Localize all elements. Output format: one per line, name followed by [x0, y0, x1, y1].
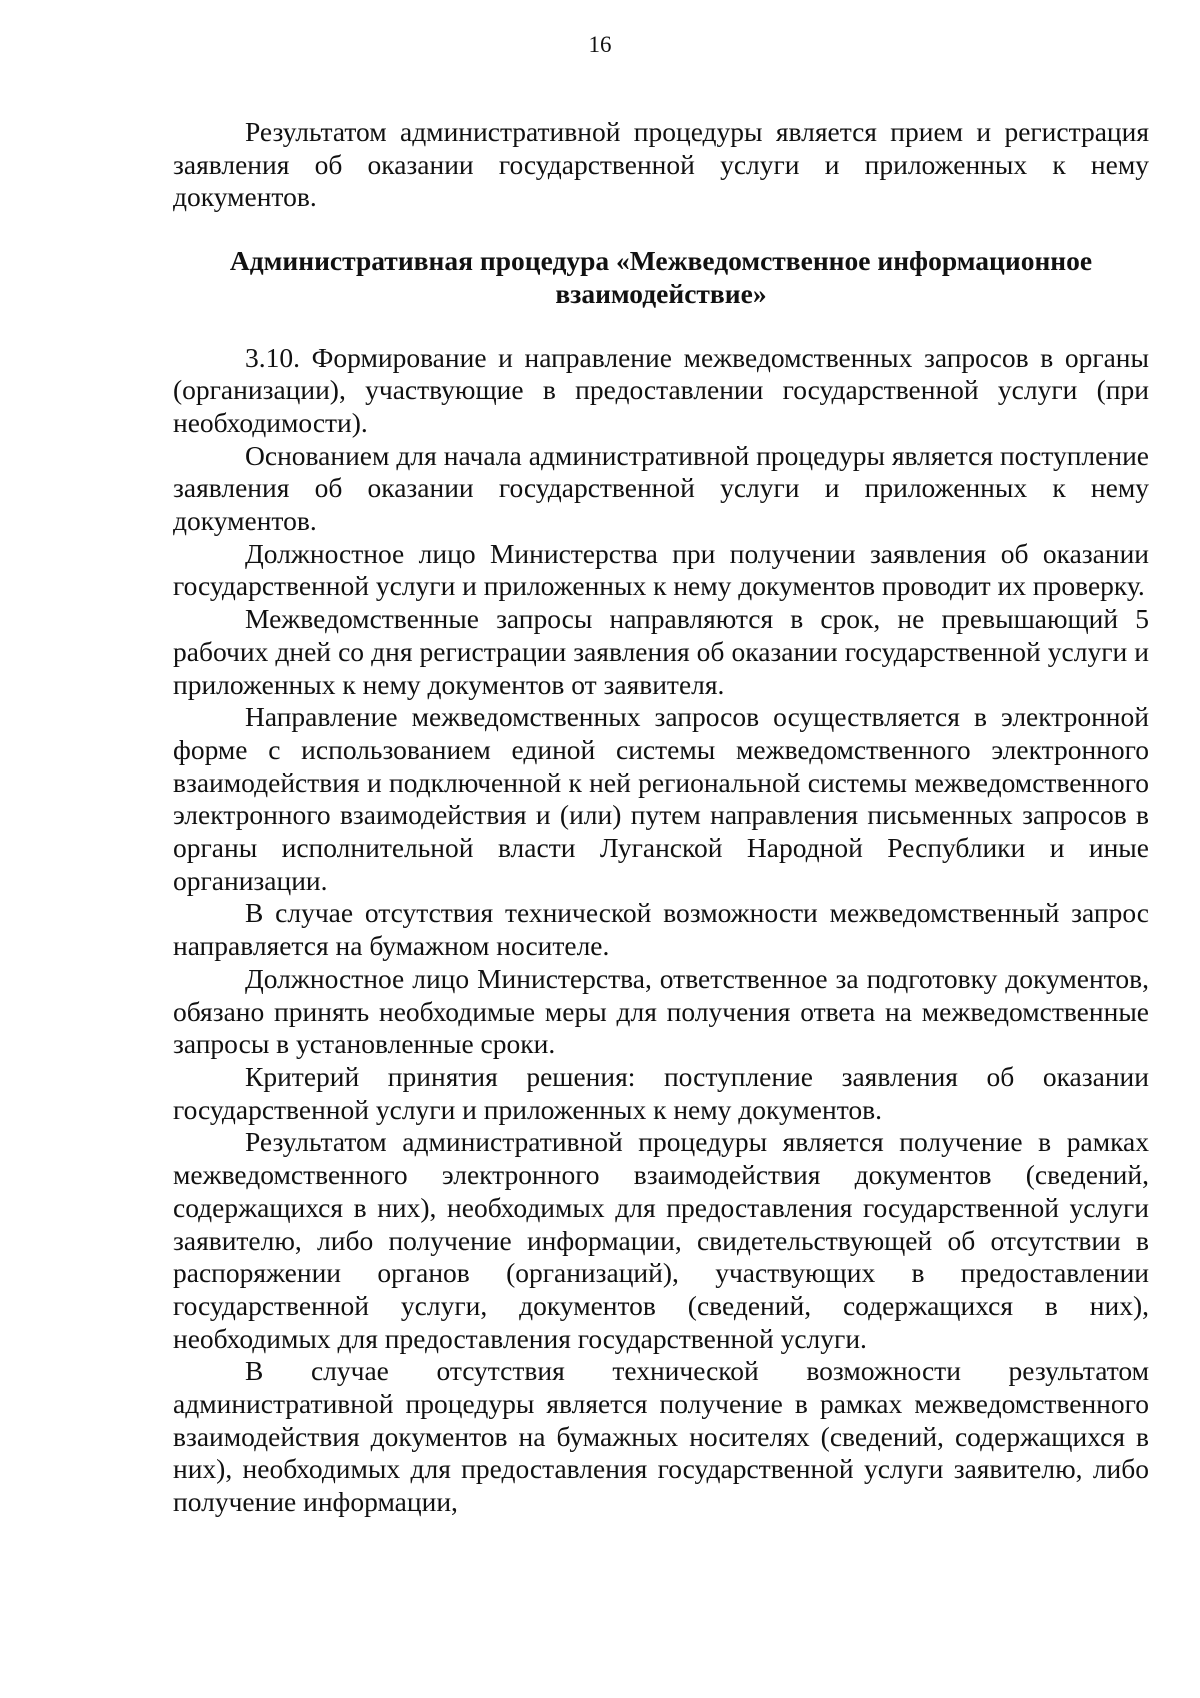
paragraph-official-response: Должностное лицо Министерства, ответственное за подготовку документов, обязано принять необходимые меры для получения ответа на межведомственные запросы в установленные сроки. — [173, 962, 1149, 1060]
paragraph-3-10: 3.10. Формирование и направление межведомственных запросов в органы (организации), участвующие в предоставлении государственной услуги (при необходимости). — [173, 341, 1149, 438]
paragraph-request-deadline: Межведомственные запросы направляются в срок, не превышающий 5 рабочих дней со дня регистрации заявления об оказании государственной услуги и приложенных к нему документов от заявителя. — [173, 603, 1149, 700]
paragraph-procedure-result: Результатом административной процедуры является получение в рамках межведомственного электронного взаимодействия документов (сведений, содержащихся в них), необходимых для предоставления государственной услуги заявителю, либо получение информации, свидетельствующей об отсутствии в распоряжении органов (организаций), участвующих в предоставлении государственной услуги, документов (сведений, содержащихся в них), необходимых для предоставления государственной услуги. — [173, 1126, 1149, 1354]
page-number: 16 — [588, 32, 612, 57]
paragraph-paper-request: В случае отсутствия технической возможности межведомственный запрос направляется на бумажном носителе. — [173, 897, 1149, 962]
paragraph-electronic-requests: Направление межведомственных запросов осуществляется в электронной форме с использованием единой системы межведомственного электронного взаимодействия и подключенной к ней региональной системы межведомственного электронного взаимодействия и (или) путем направления письменных запросов в органы исполнительной власти Луганской Народной Республики и иные организации. — [173, 701, 1149, 896]
document-body — [173, 116, 1149, 1519]
paragraph-paper-result: В случае отсутствия технической возможности результатом административной процедуры является получение в рамках межведомственного взаимодействия документов на бумажных носителях (сведений, содержащихся в них), необходимых для предоставления государственной услуги заявителю, либо получение информации, — [173, 1355, 1149, 1518]
paragraph-basis: Основанием для начала административной процедуры является поступление заявления об оказании государственной услуги и приложенных к нему документов. — [173, 439, 1149, 537]
paragraph-official-check: Должностное лицо Министерства при получении заявления об оказании государственной услуги и приложенных к нему документов проводит их проверку. — [173, 537, 1149, 602]
paragraph-intro-result: Результатом административной процедуры является прием и регистрация заявления об оказании государственной услуги и приложенных к нему документов. — [173, 116, 1149, 213]
section-heading: Административная процедура «Межведомственное информационное взаимодействие» — [229, 245, 1093, 309]
paragraph-decision-criterion: Критерий принятия решения: поступление заявления об оказании государственной услуги и приложенных к нему документов. — [173, 1060, 1149, 1125]
